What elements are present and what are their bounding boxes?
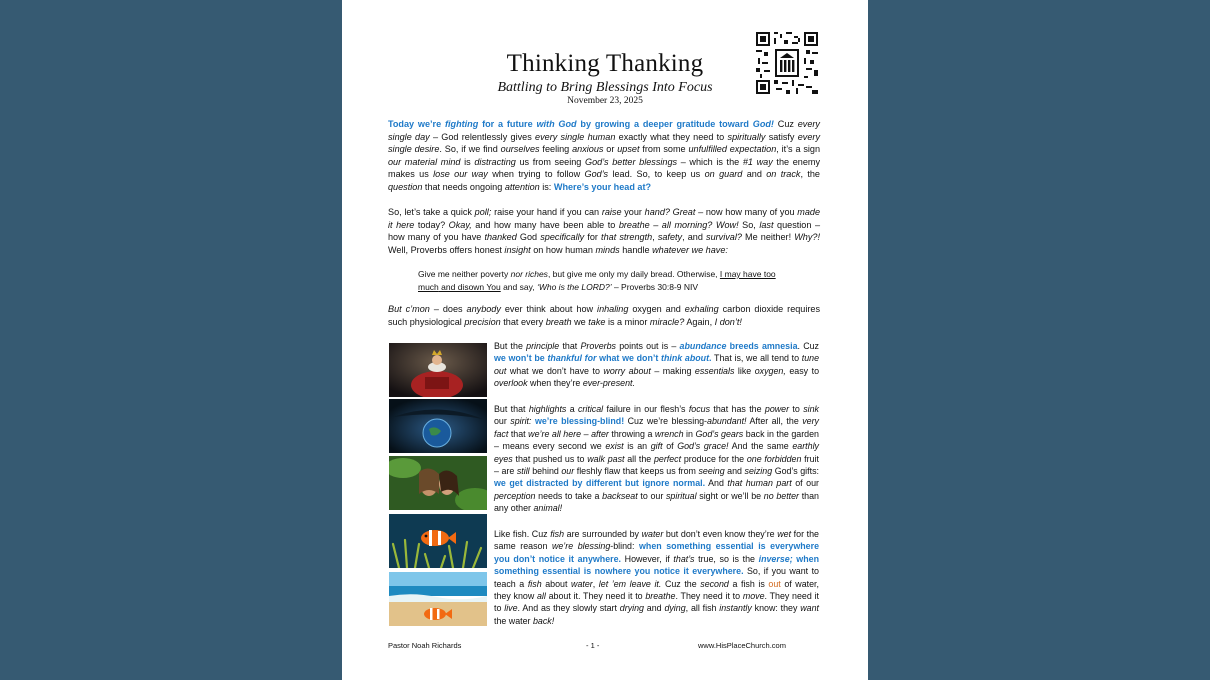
- blind-text: God’s gears: [695, 428, 744, 439]
- poll-text: whatever we have:: [652, 244, 728, 255]
- abundance-text: .: [709, 353, 712, 364]
- blind-text: perfect: [653, 453, 682, 464]
- blind-text: perception: [494, 490, 536, 501]
- page-title: Thinking Thanking: [506, 50, 704, 77]
- breath-text: I don’t!: [714, 316, 742, 327]
- blind-text: very fact: [494, 416, 819, 439]
- intro-text: . So, if we find: [439, 144, 501, 155]
- blind-text: our: [561, 466, 575, 477]
- abundance-text: overlook: [494, 378, 528, 389]
- intro-text: spiritually: [727, 131, 766, 142]
- blind-text: highlights: [528, 404, 567, 414]
- abundance-text: like: [734, 365, 755, 376]
- poll-text: So, let’s take a quick: [388, 207, 475, 217]
- poll-text: – now how many of you: [695, 207, 798, 217]
- intro-text: exactly what they need to: [615, 131, 728, 142]
- poll-text: question – how many of you have: [388, 219, 821, 243]
- breath-text: that every: [500, 316, 546, 327]
- quote-text: , but give me only my daily bread. Otherwise,: [547, 269, 720, 279]
- fish-text: . They need it to: [494, 591, 819, 614]
- poll-paragraph: [388, 206, 820, 256]
- intro-text: Cuz: [773, 119, 798, 129]
- blind-text: focus: [688, 404, 711, 414]
- blind-text: critical: [577, 404, 604, 414]
- blind-text: in: [683, 428, 696, 439]
- page-subtitle: Battling to Bring Blessings Into Focus: [497, 80, 713, 95]
- intro-text: for a future: [478, 119, 537, 129]
- intro-text: God’s better blessings: [585, 156, 678, 167]
- fish-text: breathe: [645, 591, 676, 602]
- fish-text: ,: [592, 578, 599, 589]
- abundance-text: principle: [526, 341, 560, 351]
- breath-text: – does: [429, 304, 467, 314]
- abundance-text: – making: [650, 365, 695, 376]
- blind-text: still: [516, 466, 530, 477]
- blind-text: than any other: [494, 490, 819, 514]
- blind-text: sight or we’ll be: [696, 490, 764, 501]
- blind-text: Cuz we’re blessing-: [624, 416, 708, 427]
- intro-text: #1 way: [742, 156, 773, 167]
- blind-text: wrench: [654, 428, 684, 439]
- poll-text: that strength: [601, 232, 653, 243]
- fish-text: that’s: [673, 553, 695, 564]
- blind-text: produce for the: [681, 453, 747, 464]
- blind-text: walk past: [587, 453, 625, 464]
- blind-text: of: [662, 441, 678, 452]
- blind-text: –: [581, 428, 592, 439]
- breath-text: is a minor: [605, 316, 650, 327]
- poll-text: Why?!: [794, 232, 820, 243]
- fish-text: live: [504, 603, 518, 614]
- fish-text: about: [541, 578, 572, 589]
- blind-text: our: [494, 416, 511, 427]
- blind-text: one forbidden: [746, 453, 802, 464]
- blind-text: seizing: [744, 466, 773, 477]
- breath-text: precision: [464, 316, 501, 327]
- poll-text: and how many have been able to: [471, 219, 619, 230]
- blind-text: God’s gifts:: [772, 466, 819, 477]
- abundance-text: what we don’t: [596, 353, 661, 364]
- intro-text: God’s: [584, 169, 609, 180]
- quote-text: nor riches: [510, 269, 548, 279]
- abundance-text: But the: [494, 341, 527, 351]
- poll-text: specifically: [540, 232, 585, 243]
- poll-text: Me neither!: [741, 232, 795, 243]
- blind-text: exist: [605, 441, 624, 452]
- blind-text: fleshly flaw that keeps us from: [574, 466, 699, 477]
- abundance-text: thankful for: [547, 353, 597, 364]
- fish-text: inverse;: [758, 553, 793, 564]
- quote-text: – Proverbs 30:8-9 NIV: [611, 281, 699, 292]
- document-page: [342, 0, 868, 680]
- blind-text: to: [789, 404, 804, 414]
- breath-text: miracle?: [649, 316, 685, 327]
- fish-text: for the same reason: [494, 529, 819, 552]
- abundance-text: think about: [661, 353, 710, 364]
- breath-text: carbon dioxide requires such physiological: [388, 304, 821, 327]
- intro-text: question: [388, 181, 423, 192]
- intro-text: when trying to follow: [487, 169, 585, 180]
- intro-text: unfulfilled expectation: [688, 144, 777, 155]
- poll-text: Okay,: [448, 219, 472, 230]
- fish-text: but don’t even know they’re: [663, 529, 778, 539]
- fish-text: out: [768, 578, 781, 589]
- intro-text: by growing a deeper gratitude toward: [576, 119, 753, 129]
- abundance-text: that: [559, 341, 581, 351]
- poll-text: last: [759, 219, 774, 230]
- blind-text: that has the: [710, 404, 765, 414]
- abundance-text: easy to: [785, 365, 819, 376]
- poll-text: raise: [601, 207, 622, 217]
- fish-text: want: [800, 603, 819, 614]
- poll-text: for: [584, 232, 602, 243]
- poll-text: ,: [652, 232, 658, 243]
- blind-text: we get distracted by different but ignore normal.: [494, 478, 706, 489]
- blind-text: But that: [494, 404, 529, 414]
- intro-text: fighting: [444, 119, 479, 129]
- blind-text: that human part: [727, 478, 792, 489]
- poll-text: on how human: [530, 244, 596, 255]
- poll-text: insight: [504, 244, 531, 255]
- intro-text: the enemy makes us: [388, 156, 820, 180]
- footer-author: Pastor Noah Richards: [388, 641, 462, 650]
- quote-text: ‘Who is the LORD?’: [536, 281, 612, 292]
- clownfish-anemone-image: [389, 514, 487, 568]
- poll-text: your: [621, 207, 645, 217]
- abundance-text: Proverbs: [580, 341, 616, 351]
- fish-text: . And as they slowly start: [517, 603, 620, 614]
- poll-text: hand? Great: [644, 207, 696, 217]
- abundance-text: points out is –: [616, 341, 680, 351]
- blind-text: animal!: [533, 503, 563, 514]
- quote-text: Give me neither poverty: [418, 269, 511, 279]
- blind-text: backseat: [602, 490, 638, 501]
- poll-text: So,: [738, 219, 760, 230]
- breath-text: inhaling: [597, 304, 629, 314]
- intro-text: that needs ongoing: [422, 181, 505, 192]
- fish-text: let ’em leave it.: [598, 578, 662, 589]
- intro-text: , the: [800, 169, 820, 180]
- fish-text: wet: [777, 529, 792, 539]
- fish-text: dying: [664, 603, 686, 614]
- fish-text: move: [742, 591, 765, 602]
- blind-text: And: [705, 478, 728, 489]
- blind-text: earthly eyes: [494, 441, 819, 464]
- fish-text: know: they: [751, 603, 801, 614]
- intro-text: every single human: [535, 131, 616, 142]
- poll-text: handle: [619, 244, 653, 255]
- quote-text: I may have too much: [418, 269, 776, 292]
- intro-text: – which is the: [677, 156, 743, 167]
- intro-text: with God: [536, 119, 577, 129]
- blind-text: And the same: [728, 441, 793, 452]
- sermon-date: November 23, 2025: [567, 96, 643, 106]
- abundance-text: worry about: [603, 365, 651, 376]
- fish-text: we’re blessing: [551, 541, 611, 552]
- abundance-text: we won’t be: [494, 353, 548, 364]
- poll-text: today?: [414, 219, 449, 230]
- blind-text: back in the garden – means every second we: [494, 428, 819, 452]
- breath-text: But c’mon: [388, 304, 430, 314]
- intro-text: satisfy: [765, 131, 798, 142]
- blind-text: spirit:: [510, 416, 532, 427]
- poll-text: safety: [657, 232, 683, 243]
- fish-text: fish: [527, 578, 542, 589]
- intro-text: Where’s your head at?: [553, 181, 652, 192]
- abundance-text: what we don’t have to: [506, 365, 604, 376]
- fish-text: when something essential is everywhere you don’t notice it anywhere.: [494, 541, 820, 564]
- poll-text: breathe – all morning? Wow!: [618, 219, 739, 230]
- blind-text: needs to take a: [535, 490, 603, 501]
- poll-text: poll;: [474, 207, 492, 217]
- intro-text: ourselves: [500, 144, 540, 155]
- fish-text: are surrounded by: [564, 529, 642, 539]
- blind-text: all the: [624, 453, 654, 464]
- intro-text: on guard: [704, 169, 743, 180]
- fish-text: true, so is the: [694, 553, 759, 564]
- blind-text: that: [508, 428, 529, 439]
- intro-text: , it’s a sign: [776, 144, 821, 155]
- intro-text: God!: [752, 119, 774, 129]
- blind-text: throwing a: [608, 428, 655, 439]
- blind-text: after: [591, 428, 609, 439]
- abundance-text: tune out: [494, 353, 820, 376]
- fish-text: Cuz the: [661, 578, 701, 589]
- poll-text: raise your hand if you can: [491, 207, 602, 217]
- blind-text: is an: [623, 441, 651, 452]
- poll-text: made it here: [388, 207, 821, 230]
- intro-text: on track: [766, 169, 801, 180]
- poll-text: Well, Proverbs offers honest: [388, 244, 505, 255]
- breath-text: anybody: [466, 304, 501, 314]
- intro-text: every single day: [388, 119, 820, 142]
- poll-text: God: [516, 232, 541, 243]
- blind-text: we’re all here: [528, 428, 582, 439]
- intro-text: upset: [617, 144, 640, 155]
- abundance-text: ever-present.: [582, 378, 635, 389]
- fish-text: However, if: [621, 553, 674, 564]
- blind-text: and: [724, 466, 745, 477]
- breath-text: take: [588, 316, 606, 327]
- blind-text: gift: [650, 441, 663, 452]
- fish-paragraph: [494, 528, 819, 627]
- footer-website-link[interactable]: www.HisPlaceChurch.com: [698, 641, 786, 650]
- fish-text: drying: [619, 603, 644, 614]
- intro-text: Today we’re: [388, 119, 445, 129]
- blind-text: to our: [637, 490, 666, 501]
- fish-text: instantly: [719, 603, 752, 614]
- blind-text: of our: [791, 478, 819, 489]
- queen-on-throne-image: [389, 343, 487, 397]
- fish-text: and: [643, 603, 665, 614]
- blind-text: spiritual: [665, 490, 697, 501]
- fish-text: about it. They need it to: [545, 591, 646, 602]
- intro-text: lead. So, to keep us: [608, 169, 705, 180]
- blind-text: behind: [529, 466, 562, 477]
- fish-text: , all fish: [685, 603, 720, 614]
- blind-text: a: [566, 404, 578, 414]
- quote-text: and say,: [500, 281, 537, 292]
- intro-text: and: [742, 169, 767, 180]
- fish-text: of water, they know: [494, 578, 819, 602]
- blind-text: that pushed us to: [512, 453, 588, 464]
- abundance-text: when they’re: [527, 378, 583, 389]
- quote-text: and disown You: [438, 281, 501, 292]
- breath-text: exhaling: [684, 304, 719, 314]
- intro-text: lose our way: [433, 169, 488, 180]
- abundance-text: breeds amnesia: [726, 341, 798, 351]
- footer-page-number: - 1 -: [586, 641, 600, 650]
- fish-text: the water: [494, 615, 533, 626]
- breath-text: oxygen and: [628, 304, 685, 314]
- poll-text: , and: [682, 232, 707, 243]
- clownfish-on-beach-image: [389, 572, 487, 626]
- blind-text: sink: [803, 404, 819, 414]
- poll-text: survival?: [706, 232, 742, 243]
- intro-text: distracting: [474, 156, 516, 167]
- blind-text: power: [764, 404, 790, 414]
- fish-text: when something essential is nowhere you notice it everywhere.: [494, 553, 819, 577]
- breath-text: Again,: [684, 316, 715, 327]
- couple-in-garden-image: [389, 456, 487, 510]
- fish-text: a fish is: [728, 578, 769, 589]
- blessing-blind-paragraph: [494, 403, 819, 515]
- fish-text: all: [536, 591, 546, 602]
- intro-paragraph: [388, 118, 820, 194]
- intro-text: our material mind: [388, 156, 461, 167]
- breath-text: we: [571, 316, 589, 327]
- abundance-text: oxygen,: [754, 365, 786, 376]
- breath-paragraph: [388, 303, 820, 328]
- fish-text: Like fish. Cuz: [494, 529, 551, 539]
- intro-text: anxious: [572, 144, 604, 155]
- intro-text: every single desire: [388, 131, 820, 155]
- intro-text: attention: [504, 181, 540, 192]
- breath-text: breath: [545, 316, 572, 327]
- intro-text: is: [460, 156, 475, 167]
- abundance-paragraph: [494, 340, 819, 390]
- intro-text: – God relentlessly gives: [429, 131, 536, 142]
- abundance-text: . Cuz: [797, 341, 819, 351]
- fish-text: second: [700, 578, 729, 589]
- blind-text: After all, the: [746, 416, 803, 427]
- blind-text: fruit – are: [494, 453, 819, 477]
- fish-text: back!: [532, 615, 555, 626]
- blind-text: abundant!: [707, 416, 747, 427]
- abundance-text: abundance: [679, 341, 727, 351]
- scripture-quote: [418, 268, 798, 293]
- fish-text: water: [641, 529, 664, 539]
- fish-text: So, if you want to teach a: [494, 566, 819, 589]
- intro-text: from some: [639, 144, 689, 155]
- blind-text: God’s grace!: [677, 441, 729, 452]
- poll-text: minds: [595, 244, 620, 255]
- poll-text: thanked: [484, 232, 517, 243]
- fish-text: fish: [550, 529, 565, 539]
- breath-text: ever think about how: [500, 304, 598, 314]
- qr-code-icon[interactable]: [756, 32, 818, 94]
- intro-text: or: [603, 144, 618, 155]
- blind-text: we’re blessing-blind!: [531, 416, 625, 427]
- eye-earth-image: [389, 399, 487, 453]
- blind-text: no better: [763, 490, 800, 501]
- abundance-text: That is, we all tend to: [711, 353, 802, 364]
- fish-text: . They need it to: [675, 591, 743, 602]
- blind-text: seeing: [698, 466, 725, 477]
- intro-text: feeling: [539, 144, 573, 155]
- fish-text: water: [571, 578, 593, 589]
- intro-text: us from seeing: [515, 156, 586, 167]
- intro-text: is:: [539, 181, 554, 192]
- abundance-text: essentials: [694, 365, 735, 376]
- blind-text: failure in our flesh’s: [603, 404, 689, 414]
- fish-text: -blind:: [610, 541, 640, 552]
